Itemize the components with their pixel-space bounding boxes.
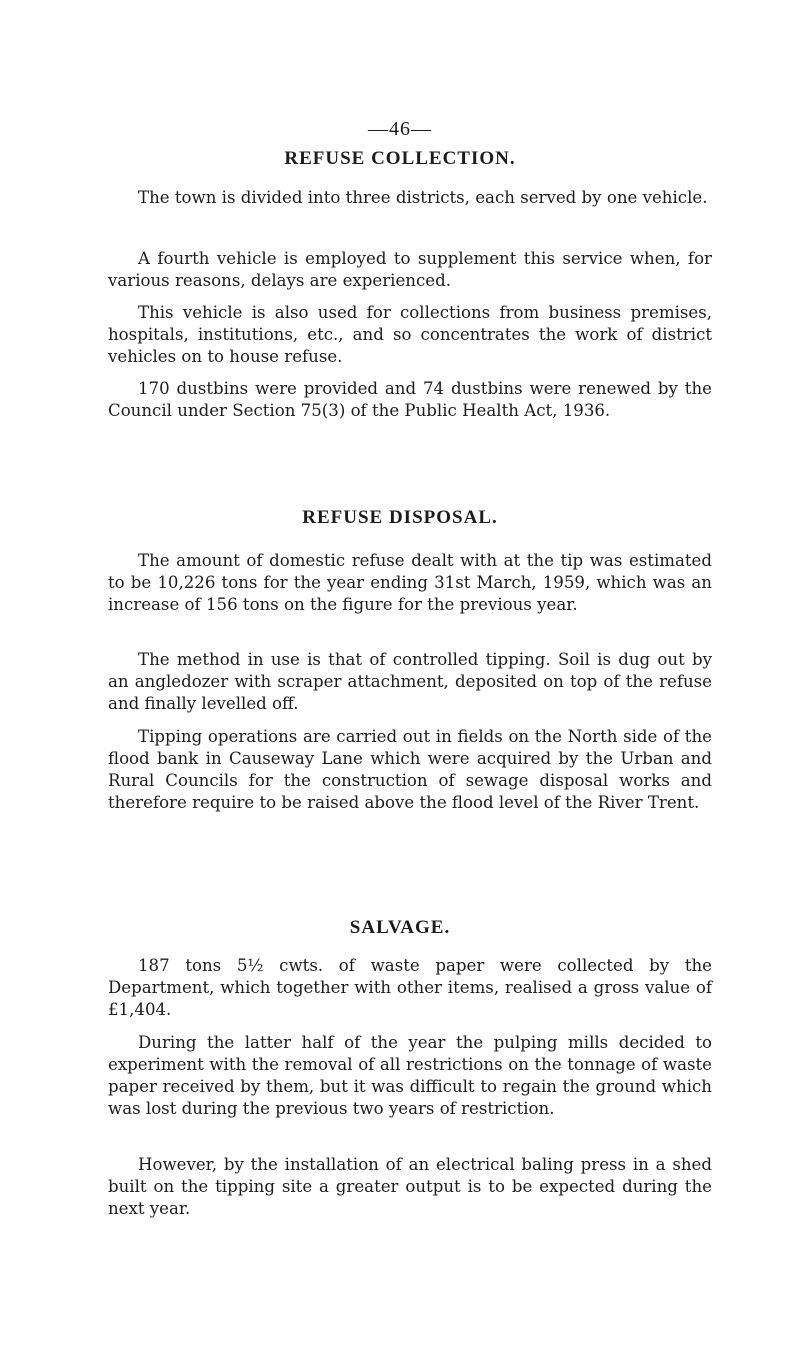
paragraph: Tipping operations are carried out in fields on the North side of the flood bank in Causeway Lane which were acquired by the Urban and Rural Councils for the construction of sewage disposal works and therefore require to be raised above the flood level of the River Trent. — [108, 727, 712, 812]
paragraph: The town is divided into three districts, each served by one vehicle. — [138, 188, 708, 207]
paragraph: However, by the installation of an electrical baling press in a shed built on the tipping site a greater output is to be expected during the next year. — [108, 1155, 712, 1218]
section-heading-salvage: SALVAGE. — [349, 917, 451, 938]
paragraph: A fourth vehicle is employed to supplement this service when, for various reasons, delays are experienced. — [108, 249, 712, 290]
paragraph: The amount of domestic refuse dealt with at the tip was estimated to be 10,226 tons for the year ending 31st March, 1959, which was an increase of 156 tons on the figure for the previous year. — [108, 551, 712, 614]
section-heading-refuse-disposal: REFUSE DISPOSAL. — [302, 507, 498, 528]
section-heading-refuse-collection: REFUSE COLLECTION. — [284, 148, 516, 169]
paragraph: During the latter half of the year the pulping mills decided to experiment with the removal of all restrictions on the tonnage of waste paper received by them, but it was difficult to regain the ground which was lost during the previous two years of restriction. — [108, 1033, 712, 1118]
paragraph: 170 dustbins were provided and 74 dustbins were renewed by the Council under Section 75(3) of the Public Health Act, 1936. — [108, 379, 712, 420]
page-number: —46— — [368, 118, 432, 140]
paragraph: 187 tons 5½ cwts. of waste paper were collected by the Department, which together with other items, realised a gross value of £1,404. — [108, 956, 712, 1019]
paragraph: This vehicle is also used for collections from business premises, hospitals, institutions, etc., and so concentrates the work of district vehicles on to house refuse. — [108, 303, 712, 366]
paragraph: The method in use is that of controlled tipping. Soil is dug out by an angledozer with scraper attachment, deposited on top of the refuse and finally levelled off. — [108, 650, 712, 713]
